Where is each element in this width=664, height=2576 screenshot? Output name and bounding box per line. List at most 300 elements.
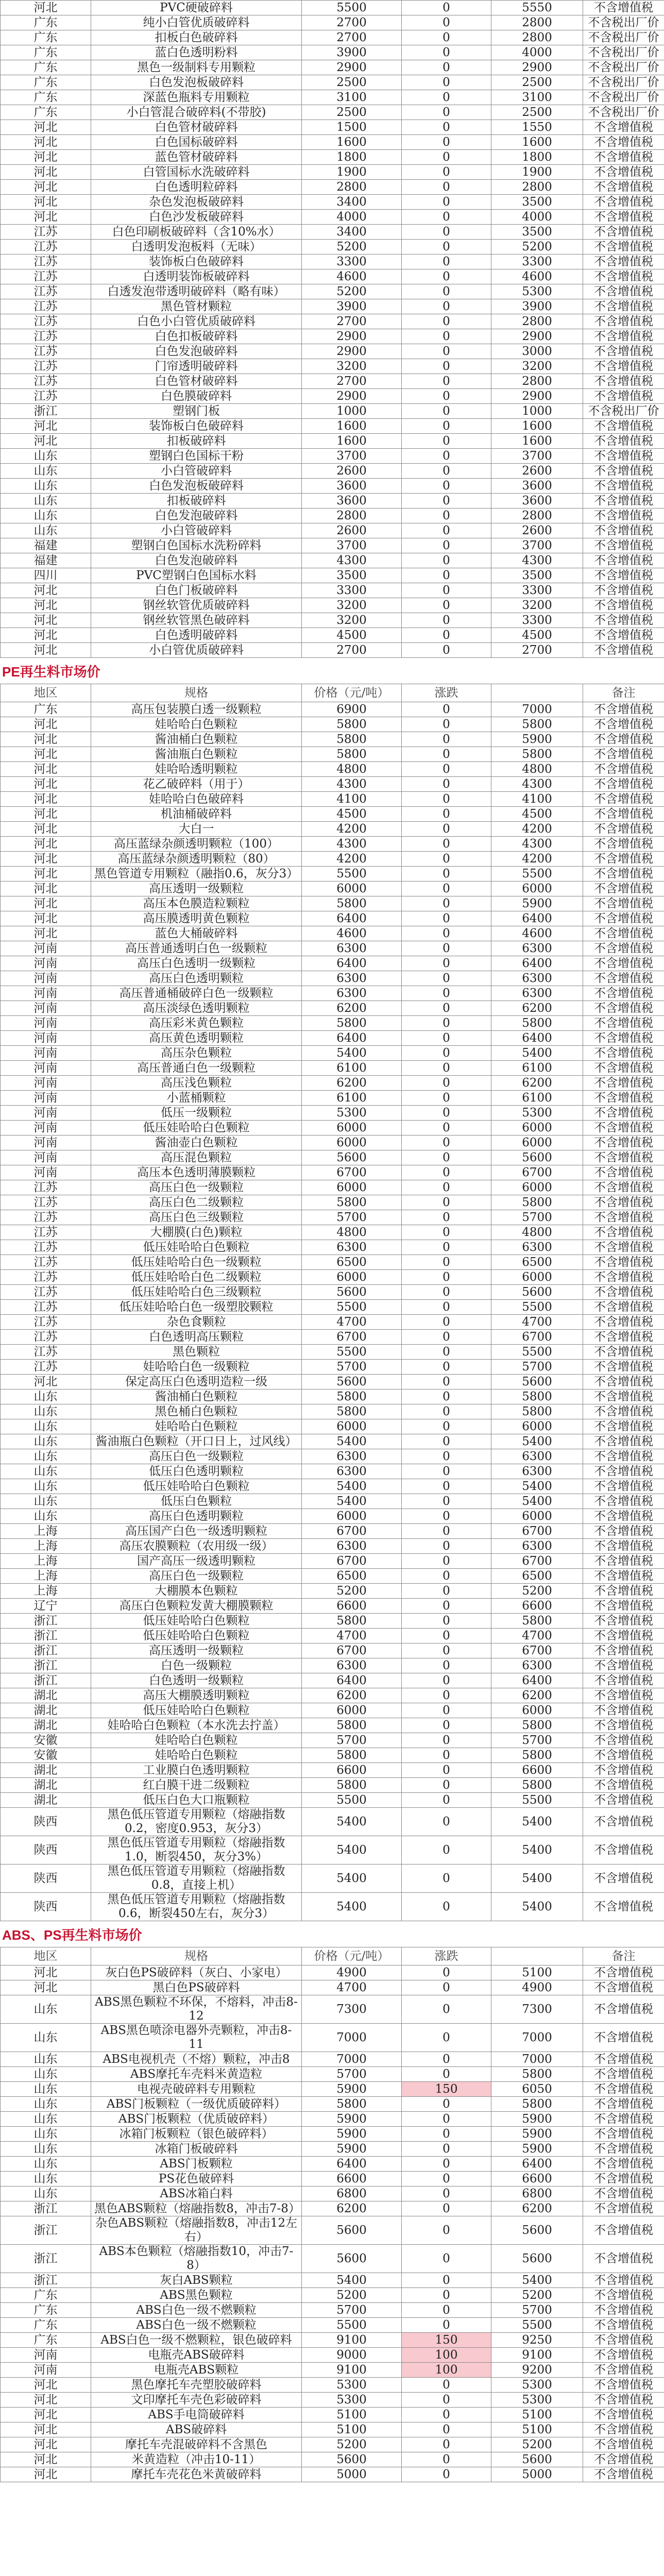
price-cell: 6600: [302, 1599, 402, 1614]
price-cell: 5400: [302, 1865, 402, 1893]
prev-price-cell: 6300: [491, 941, 583, 956]
note-cell: 不含增值税: [583, 1763, 664, 1778]
change-cell: 0: [402, 822, 491, 837]
change-cell: 0: [402, 867, 491, 882]
header-change-cell: 涨跌: [402, 684, 491, 702]
table-row: [1, 1300, 664, 1315]
spec-cell: 高压透明一级颗粒: [91, 1643, 302, 1658]
prev-price-cell: 6300: [491, 1464, 583, 1479]
table-row: [1, 2288, 664, 2303]
spec-cell: 高压白色透明颗粒: [91, 1509, 302, 1524]
prev-price-cell: 6700: [491, 1643, 583, 1658]
spec-cell: 高压蓝绿杂颜透明颗粒（100）: [91, 837, 302, 852]
spec-cell: 白色门板破碎料: [91, 583, 302, 598]
spec-cell: 国产高压一级透明颗粒: [91, 1554, 302, 1569]
change-cell: 0: [402, 1703, 491, 1718]
price-cell: 2900: [302, 344, 402, 359]
note-cell: 不含增值税: [583, 165, 664, 180]
prev-price-cell: 6300: [491, 971, 583, 986]
prev-price-cell: 5700: [491, 1733, 583, 1748]
change-cell: 0: [402, 1836, 491, 1865]
spec-cell: 黑色一级制料专用颗粒: [91, 60, 302, 75]
table-row: [1, 1658, 664, 1673]
prev-price-cell: 5800: [491, 1748, 583, 1763]
table-row: [1, 1449, 664, 1464]
price-cell: 5800: [302, 1778, 402, 1793]
price-cell: 6000: [302, 1509, 402, 1524]
price-cell: 5800: [302, 1748, 402, 1763]
region-cell: 湖北: [1, 1718, 91, 1733]
region-cell: 广东: [1, 2318, 91, 2333]
prev-price-cell: 9100: [491, 2348, 583, 2363]
note-cell: 不含税出厂价: [583, 404, 664, 419]
region-cell: 江苏: [1, 329, 91, 344]
table-row: [1, 2187, 664, 2201]
region-cell: 广东: [1, 702, 91, 717]
region-cell: 浙江: [1, 1614, 91, 1629]
price-cell: 5800: [302, 1389, 402, 1404]
prev-price-cell: 6400: [491, 2157, 583, 2172]
change-cell: 0: [402, 105, 491, 120]
prev-price-cell: 5800: [491, 1404, 583, 1419]
prev-price-cell: 3200: [491, 359, 583, 374]
prev-price-cell: 4200: [491, 852, 583, 867]
prev-price-cell: 1000: [491, 404, 583, 419]
spec-cell: 摩托车壳花色米黄破碎料: [91, 2467, 302, 2482]
note-cell: 不含增值税: [583, 1778, 664, 1793]
price-cell: 4300: [302, 777, 402, 792]
table-row: [1, 896, 664, 911]
change-cell: 0: [402, 150, 491, 165]
region-cell: 广东: [1, 2288, 91, 2303]
spec-cell: 蓝白色透明粉料: [91, 45, 302, 60]
change-cell: 0: [402, 1748, 491, 1763]
table-header-row: [1, 684, 664, 702]
table-row: [1, 1614, 664, 1629]
note-cell: 不含增值税: [583, 822, 664, 837]
prev-price-cell: 6200: [491, 1076, 583, 1091]
table-row: [1, 464, 664, 479]
change-cell: 0: [402, 1599, 491, 1614]
change-cell: 0: [402, 2172, 491, 2187]
spec-cell: 黑色低压管道专用颗粒（熔融指数0.6，断裂450左右，灰分3）: [91, 1893, 302, 1921]
spec-cell: 黑色桶白色颗粒: [91, 1404, 302, 1419]
table-row: [1, 911, 664, 926]
note-cell: 不含增值税: [583, 314, 664, 329]
price-cell: 4300: [302, 553, 402, 568]
note-cell: 不含增值税: [583, 2378, 664, 2393]
spec-cell: 钢丝软管优质破碎料: [91, 598, 302, 613]
region-cell: 山东: [1, 1494, 91, 1509]
table-row: [1, 643, 664, 658]
table-row: [1, 195, 664, 210]
spec-cell: 杂色发泡板破碎料: [91, 195, 302, 210]
region-cell: 河北: [1, 419, 91, 434]
spec-cell: 娃哈哈白色颗粒（本水洗去拧盖）: [91, 1718, 302, 1733]
table-row: [1, 1464, 664, 1479]
region-cell: 河北: [1, 1, 91, 15]
spec-cell: 低压白色大口瓶颗粒: [91, 1793, 302, 1808]
spec-cell: 高压浅色颗粒: [91, 1076, 302, 1091]
table-row: [1, 702, 664, 717]
prev-price-cell: 4300: [491, 553, 583, 568]
note-cell: 不含增值税: [583, 2333, 664, 2348]
prev-price-cell: 9250: [491, 2333, 583, 2348]
table-row: [1, 1315, 664, 1330]
table-row: [1, 269, 664, 284]
note-cell: 不含增值税: [583, 986, 664, 1001]
note-cell: 不含增值税: [583, 1016, 664, 1031]
price-cell: 5800: [302, 1718, 402, 1733]
table-row: [1, 852, 664, 867]
spec-cell: ABS冰箱白料: [91, 2187, 302, 2201]
region-cell: 安徽: [1, 1748, 91, 1763]
price-cell: 6300: [302, 971, 402, 986]
price-cell: 5400: [302, 1836, 402, 1865]
header-note-cell: 备注: [583, 684, 664, 702]
change-cell: 0: [402, 1270, 491, 1285]
region-cell: 江苏: [1, 374, 91, 389]
region-cell: 福建: [1, 538, 91, 553]
table-row: [1, 1509, 664, 1524]
change-cell: 0: [402, 1419, 491, 1434]
change-cell: 0: [402, 628, 491, 643]
region-cell: 浙江: [1, 404, 91, 419]
spec-cell: 灰白色PS破碎料（灰白、小家电）: [91, 1965, 302, 1980]
spec-cell: 高压本色透明薄膜颗粒: [91, 1165, 302, 1180]
region-cell: 陕西: [1, 1893, 91, 1921]
spec-cell: 酱油桶白色颗粒: [91, 732, 302, 747]
prev-price-cell: 4100: [491, 792, 583, 807]
abs-price-table: [0, 1947, 664, 2482]
region-cell: 山东: [1, 1995, 91, 2024]
prev-price-cell: 1550: [491, 120, 583, 135]
table-row: [1, 986, 664, 1001]
change-cell: 0: [402, 90, 491, 105]
note-cell: 不含增值税: [583, 2067, 664, 2082]
spec-cell: ABS门板颗粒（优质破碎料）: [91, 2112, 302, 2127]
note-cell: 不含增值税: [583, 1554, 664, 1569]
change-cell: 0: [402, 747, 491, 762]
change-cell: 0: [402, 1, 491, 15]
prev-price-cell: 5800: [491, 1718, 583, 1733]
table-row: [1, 2082, 664, 2097]
note-cell: 不含增值税: [583, 583, 664, 598]
header-region-cell: 地区: [1, 1947, 91, 1965]
change-cell: 0: [402, 1001, 491, 1016]
region-cell: 河北: [1, 434, 91, 449]
table-row: [1, 2067, 664, 2082]
spec-cell: 酱油壶白色颗粒: [91, 1136, 302, 1150]
prev-price-cell: 5400: [491, 1865, 583, 1893]
prev-price-cell: 3500: [491, 225, 583, 240]
change-cell: 0: [402, 389, 491, 404]
table-row: [1, 717, 664, 732]
prev-price-cell: 4000: [491, 45, 583, 60]
spec-cell: 低压一级颗粒: [91, 1106, 302, 1121]
price-cell: 9000: [302, 2348, 402, 2363]
price-cell: 6000: [302, 1136, 402, 1150]
region-cell: 河北: [1, 807, 91, 822]
spec-cell: 高压白色三级颗粒: [91, 1210, 302, 1225]
note-cell: 不含增值税: [583, 120, 664, 135]
prev-price-cell: 2800: [491, 30, 583, 45]
region-cell: 山东: [1, 2112, 91, 2127]
note-cell: 不含增值税: [583, 1404, 664, 1419]
spec-cell: 高压普通白色一级颗粒: [91, 1061, 302, 1076]
note-cell: 不含增值税: [583, 2363, 664, 2378]
region-cell: 江苏: [1, 1300, 91, 1315]
prev-price-cell: 4500: [491, 628, 583, 643]
region-cell: 河北: [1, 2378, 91, 2393]
price-cell: 4500: [302, 628, 402, 643]
price-cell: 6700: [302, 1643, 402, 1658]
change-cell: 0: [402, 240, 491, 255]
header-price-cell: 价格（元/吨）: [302, 684, 402, 702]
change-cell: 0: [402, 1449, 491, 1464]
prev-price-cell: 5800: [491, 1614, 583, 1629]
note-cell: 不含增值税: [583, 971, 664, 986]
price-cell: 2700: [302, 15, 402, 30]
table-row: [1, 2378, 664, 2393]
region-cell: 浙江: [1, 1658, 91, 1673]
spec-cell: 大棚膜(白色)颗粒: [91, 1225, 302, 1240]
region-cell: 山东: [1, 464, 91, 479]
change-cell: 0: [402, 1404, 491, 1419]
price-cell: 5200: [302, 2437, 402, 2452]
price-cell: 3100: [302, 90, 402, 105]
table-row: [1, 284, 664, 299]
note-cell: 不含增值税: [583, 509, 664, 523]
note-cell: 不含增值税: [583, 568, 664, 583]
prev-price-cell: 5200: [491, 240, 583, 255]
region-cell: 湖北: [1, 1703, 91, 1718]
price-cell: 5400: [302, 1893, 402, 1921]
spec-cell: 黑色颗粒: [91, 1345, 302, 1360]
prev-price-cell: 5400: [491, 1893, 583, 1921]
spec-cell: 大白一: [91, 822, 302, 837]
change-cell: 0: [402, 1031, 491, 1046]
table-row: [1, 2467, 664, 2482]
spec-cell: 娃哈哈白色颗粒: [91, 1419, 302, 1434]
note-cell: 不含税出厂价: [583, 45, 664, 60]
spec-cell: 冰箱门板破碎料: [91, 2142, 302, 2157]
note-cell: 不含增值税: [583, 1136, 664, 1150]
prev-price-cell: 3300: [491, 255, 583, 269]
region-cell: 河南: [1, 1016, 91, 1031]
table-row: [1, 75, 664, 90]
region-cell: 山东: [1, 2187, 91, 2201]
region-cell: 河南: [1, 971, 91, 986]
note-cell: 不含增值税: [583, 2024, 664, 2052]
note-cell: 不含增值税: [583, 2052, 664, 2067]
spec-cell: 高压农膜颗粒（农用级一级）: [91, 1539, 302, 1554]
prev-price-cell: 5300: [491, 2378, 583, 2393]
table-row: [1, 1001, 664, 1016]
table-row: [1, 538, 664, 553]
region-cell: 江苏: [1, 1255, 91, 1270]
spec-cell: 白色发泡破碎料: [91, 553, 302, 568]
note-cell: 不含增值税: [583, 1629, 664, 1643]
spec-cell: 白色透明破碎料: [91, 628, 302, 643]
prev-price-cell: 6600: [491, 1763, 583, 1778]
region-cell: 山东: [1, 1419, 91, 1434]
change-cell: 0: [402, 509, 491, 523]
table-row: [1, 2393, 664, 2408]
table-row: [1, 1965, 664, 1980]
price-cell: 6300: [302, 1449, 402, 1464]
spec-cell: 低压娃哈哈白色颗粒: [91, 1703, 302, 1718]
price-cell: 5600: [302, 2216, 402, 2245]
change-cell: 0: [402, 807, 491, 822]
price-cell: 5800: [302, 747, 402, 762]
price-cell: 3200: [302, 613, 402, 628]
change-cell: 0: [402, 2467, 491, 2482]
note-cell: 不含增值税: [583, 598, 664, 613]
prev-price-cell: 5400: [491, 1808, 583, 1836]
spec-cell: 高压白色透明一级颗粒: [91, 956, 302, 971]
table-row: [1, 2097, 664, 2112]
change-cell: 0: [402, 762, 491, 777]
change-cell: 0: [402, 2378, 491, 2393]
table-row: [1, 1240, 664, 1255]
header-spec-cell: 规格: [91, 1947, 302, 1965]
change-cell: 0: [402, 15, 491, 30]
price-cell: 4200: [302, 822, 402, 837]
price-cell: 5100: [302, 2408, 402, 2422]
header-change-cell: 涨跌: [402, 1947, 491, 1965]
note-cell: 不含增值税: [583, 150, 664, 165]
prev-price-cell: 5200: [491, 2437, 583, 2452]
note-cell: 不含增值税: [583, 1419, 664, 1434]
table-row: [1, 1599, 664, 1614]
prev-price-cell: 4700: [491, 1315, 583, 1330]
note-cell: 不含增值税: [583, 2157, 664, 2172]
spec-cell: 高压淡绿色透明颗粒: [91, 1001, 302, 1016]
pe-table-body: [1, 684, 664, 1921]
note-cell: 不含增值税: [583, 1865, 664, 1893]
spec-cell: 小白管优质破碎料: [91, 643, 302, 658]
price-cell: 5600: [302, 2452, 402, 2467]
spec-cell: 白色发泡板破碎料: [91, 75, 302, 90]
note-cell: 不含税出厂价: [583, 30, 664, 45]
price-cell: 4900: [302, 1965, 402, 1980]
table-row: [1, 1434, 664, 1449]
change-cell: 0: [402, 1793, 491, 1808]
note-cell: 不含税出厂价: [583, 90, 664, 105]
price-cell: 6000: [302, 1121, 402, 1136]
table-row: [1, 2024, 664, 2052]
table-row: [1, 1893, 664, 1921]
spec-cell: 机油桶破碎料: [91, 807, 302, 822]
table-row: [1, 2303, 664, 2318]
table-row: [1, 135, 664, 150]
region-cell: 浙江: [1, 2245, 91, 2273]
note-cell: 不含增值税: [583, 1524, 664, 1539]
table-row: [1, 344, 664, 359]
region-cell: 河北: [1, 150, 91, 165]
price-cell: 6300: [302, 941, 402, 956]
price-cell: 6400: [302, 1673, 402, 1688]
note-cell: 不含增值税: [583, 777, 664, 792]
spec-cell: 文印摩托车壳色彩破碎料: [91, 2393, 302, 2408]
spec-cell: 低压白色颗粒: [91, 1494, 302, 1509]
note-cell: 不含增值税: [583, 1180, 664, 1195]
change-cell: 0: [402, 419, 491, 434]
change-cell: 0: [402, 1965, 491, 1980]
spec-cell: 扣板破碎料: [91, 494, 302, 509]
change-cell: 0: [402, 1539, 491, 1554]
change-cell: 0: [402, 60, 491, 75]
change-cell: 0: [402, 2303, 491, 2318]
price-cell: 3900: [302, 45, 402, 60]
note-cell: 不含增值税: [583, 762, 664, 777]
region-cell: 浙江: [1, 1643, 91, 1658]
region-cell: 上海: [1, 1569, 91, 1584]
spec-cell: ABS电视机壳（不熔）颗粒，冲击8: [91, 2052, 302, 2067]
spec-cell: 娃哈哈白色颗粒: [91, 1733, 302, 1748]
region-cell: 江苏: [1, 1210, 91, 1225]
region-cell: 浙江: [1, 1673, 91, 1688]
change-cell: 0: [402, 1150, 491, 1165]
price-cell: 1600: [302, 419, 402, 434]
region-cell: 河南: [1, 1076, 91, 1091]
change-cell: 0: [402, 210, 491, 225]
table-row: [1, 2348, 664, 2363]
spec-cell: 扣板破碎料: [91, 434, 302, 449]
region-cell: 浙江: [1, 2201, 91, 2216]
region-cell: 河北: [1, 165, 91, 180]
spec-cell: PVC塑钢白色国标水料: [91, 568, 302, 583]
spec-cell: 高压彩米黄色颗粒: [91, 1016, 302, 1031]
region-cell: 上海: [1, 1554, 91, 1569]
price-cell: 5400: [302, 1046, 402, 1061]
prev-price-cell: 2900: [491, 60, 583, 75]
spec-cell: 白色透明高压颗粒: [91, 1330, 302, 1345]
note-cell: 不含增值税: [583, 1569, 664, 1584]
region-cell: 河南: [1, 941, 91, 956]
note-cell: 不含增值税: [583, 2467, 664, 2482]
price-cell: 6200: [302, 1688, 402, 1703]
change-cell: 0: [402, 135, 491, 150]
price-cell: 2500: [302, 105, 402, 120]
spec-cell: 高压透明一级颗粒: [91, 882, 302, 896]
change-cell: 0: [402, 1076, 491, 1091]
spec-cell: 白色扣板破碎料: [91, 329, 302, 344]
change-cell: 0: [402, 1285, 491, 1300]
change-cell: 0: [402, 2422, 491, 2437]
note-cell: 不含增值税: [583, 1345, 664, 1360]
table-row: [1, 1285, 664, 1300]
spec-cell: 白色管材破碎料: [91, 374, 302, 389]
prev-price-cell: 5400: [491, 1494, 583, 1509]
price-cell: 6700: [302, 1524, 402, 1539]
price-cell: 6400: [302, 2157, 402, 2172]
table-row: [1, 1061, 664, 1076]
spec-cell: 小白管混合破碎料(不带胶): [91, 105, 302, 120]
prev-price-cell: 6300: [491, 1658, 583, 1673]
prev-price-cell: 5800: [491, 1778, 583, 1793]
table-row: [1, 2216, 664, 2245]
region-cell: 河南: [1, 1121, 91, 1136]
price-cell: 5400: [302, 1494, 402, 1509]
table-row: [1, 598, 664, 613]
note-cell: 不含增值税: [583, 1031, 664, 1046]
region-cell: 四川: [1, 568, 91, 583]
region-cell: 广东: [1, 75, 91, 90]
change-cell: 0: [402, 2052, 491, 2067]
spec-cell: 小蓝桶颗粒: [91, 1091, 302, 1106]
